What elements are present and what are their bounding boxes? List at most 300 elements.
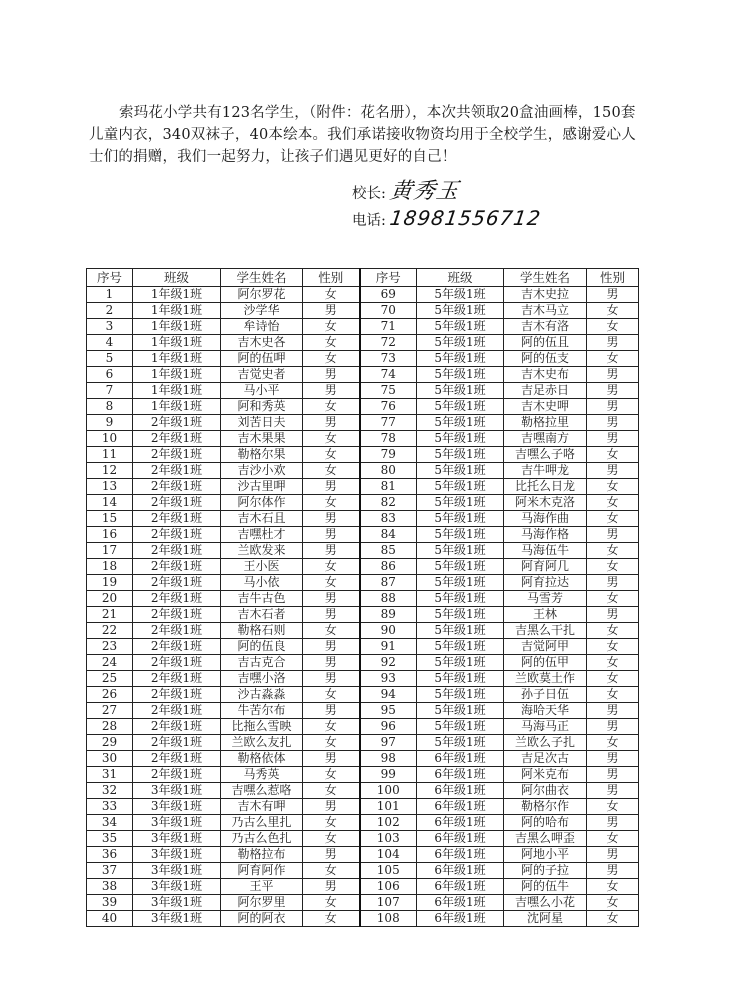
class-cell: 5年级1班 xyxy=(417,351,504,367)
gender-cell: 男 xyxy=(303,367,360,383)
seq-cell: 39 xyxy=(87,895,133,911)
class-cell: 5年级1班 xyxy=(417,559,504,575)
seq-cell: 73 xyxy=(360,351,417,367)
class-cell: 2年级1班 xyxy=(133,463,221,479)
student-name-cell: 比拖么雪映 xyxy=(221,719,303,735)
gender-cell: 女 xyxy=(303,895,360,911)
class-cell: 5年级1班 xyxy=(417,719,504,735)
seq-cell: 29 xyxy=(87,735,133,751)
table-row xyxy=(87,623,639,639)
student-name-cell: 兰欧么友扎 xyxy=(221,735,303,751)
seq-cell: 33 xyxy=(87,799,133,815)
seq-cell: 102 xyxy=(360,815,417,831)
gender-cell: 男 xyxy=(587,767,639,783)
seq-cell: 38 xyxy=(87,879,133,895)
table-row xyxy=(87,655,639,671)
class-cell: 5年级1班 xyxy=(417,591,504,607)
student-name-cell: 阿的哈布 xyxy=(504,815,587,831)
seq-cell: 88 xyxy=(360,591,417,607)
seq-cell: 5 xyxy=(87,351,133,367)
student-name-cell: 阿的伍支 xyxy=(504,351,587,367)
class-cell: 5年级1班 xyxy=(417,671,504,687)
seq-cell: 10 xyxy=(87,431,133,447)
class-cell: 5年级1班 xyxy=(417,655,504,671)
gender-cell: 男 xyxy=(303,479,360,495)
student-name-cell: 海哈天华 xyxy=(504,703,587,719)
class-cell: 5年级1班 xyxy=(417,639,504,655)
class-cell: 5年级1班 xyxy=(417,735,504,751)
student-name-cell: 阿的伍呷 xyxy=(221,351,303,367)
student-name-cell: 勒格尔果 xyxy=(221,447,303,463)
student-name-cell: 吉嘿小洛 xyxy=(221,671,303,687)
table-row xyxy=(87,911,639,927)
class-cell: 5年级1班 xyxy=(417,367,504,383)
table-row xyxy=(87,351,639,367)
seq-cell: 16 xyxy=(87,527,133,543)
principal-label: 校长: xyxy=(352,186,386,202)
class-cell: 2年级1班 xyxy=(133,735,221,751)
gender-cell: 男 xyxy=(587,431,639,447)
seq-cell: 96 xyxy=(360,719,417,735)
gender-cell: 男 xyxy=(303,639,360,655)
table-row xyxy=(87,719,639,735)
gender-cell: 男 xyxy=(587,703,639,719)
seq-cell: 17 xyxy=(87,543,133,559)
class-cell: 3年级1班 xyxy=(133,799,221,815)
seq-cell: 105 xyxy=(360,863,417,879)
seq-cell: 76 xyxy=(360,399,417,415)
class-cell: 3年级1班 xyxy=(133,815,221,831)
table-row xyxy=(87,335,639,351)
class-cell: 1年级1班 xyxy=(133,383,221,399)
table-row xyxy=(87,319,639,335)
student-name-cell: 沈阿星 xyxy=(504,911,587,927)
header-class-2: 班级 xyxy=(417,269,504,287)
class-cell: 5年级1班 xyxy=(417,623,504,639)
student-name-cell: 阿尔罗里 xyxy=(221,895,303,911)
seq-cell: 69 xyxy=(360,287,417,303)
student-name-cell: 孙子日伍 xyxy=(504,687,587,703)
gender-cell: 男 xyxy=(303,415,360,431)
class-cell: 2年级1班 xyxy=(133,719,221,735)
seq-cell: 108 xyxy=(360,911,417,927)
student-name-cell: 吉木石者 xyxy=(221,607,303,623)
class-cell: 5年级1班 xyxy=(417,543,504,559)
table-row xyxy=(87,687,639,703)
seq-cell: 22 xyxy=(87,623,133,639)
class-cell: 3年级1班 xyxy=(133,863,221,879)
seq-cell: 28 xyxy=(87,719,133,735)
seq-cell: 97 xyxy=(360,735,417,751)
student-name-cell: 勒格拉布 xyxy=(221,847,303,863)
class-cell: 5年级1班 xyxy=(417,287,504,303)
table-row xyxy=(87,463,639,479)
student-name-cell: 牛苦尔布 xyxy=(221,703,303,719)
table-row xyxy=(87,559,639,575)
student-name-cell: 阿地小平 xyxy=(504,847,587,863)
seq-cell: 35 xyxy=(87,831,133,847)
class-cell: 6年级1班 xyxy=(417,767,504,783)
student-name-cell: 阿育阿作 xyxy=(221,863,303,879)
gender-cell: 男 xyxy=(303,543,360,559)
student-name-cell: 阿尔体作 xyxy=(221,495,303,511)
class-cell: 5年级1班 xyxy=(417,479,504,495)
table-row xyxy=(87,863,639,879)
header-seq-2: 序号 xyxy=(360,269,417,287)
table-row xyxy=(87,399,639,415)
gender-cell: 男 xyxy=(303,303,360,319)
seq-cell: 100 xyxy=(360,783,417,799)
student-name-cell: 吉木有呷 xyxy=(221,799,303,815)
student-name-cell: 勒格尔作 xyxy=(504,799,587,815)
seq-cell: 26 xyxy=(87,687,133,703)
gender-cell: 男 xyxy=(587,607,639,623)
class-cell: 2年级1班 xyxy=(133,495,221,511)
class-cell: 2年级1班 xyxy=(133,447,221,463)
student-name-cell: 乃古么里扎 xyxy=(221,815,303,831)
seq-cell: 7 xyxy=(87,383,133,399)
seq-cell: 2 xyxy=(87,303,133,319)
gender-cell: 男 xyxy=(303,799,360,815)
gender-cell: 女 xyxy=(587,799,639,815)
class-cell: 6年级1班 xyxy=(417,783,504,799)
class-cell: 5年级1班 xyxy=(417,687,504,703)
student-name-cell: 阿的阿衣 xyxy=(221,911,303,927)
student-name-cell: 牟诗怡 xyxy=(221,319,303,335)
table-row xyxy=(87,383,639,399)
class-cell: 5年级1班 xyxy=(417,703,504,719)
gender-cell: 女 xyxy=(303,431,360,447)
class-cell: 5年级1班 xyxy=(417,495,504,511)
seq-cell: 3 xyxy=(87,319,133,335)
seq-cell: 34 xyxy=(87,815,133,831)
student-name-cell: 吉木有洛 xyxy=(504,319,587,335)
student-name-cell: 阿的子拉 xyxy=(504,863,587,879)
seq-cell: 27 xyxy=(87,703,133,719)
gender-cell: 女 xyxy=(303,687,360,703)
student-name-cell: 吉木史呷 xyxy=(504,399,587,415)
student-name-cell: 兰欧发来 xyxy=(221,543,303,559)
class-cell: 2年级1班 xyxy=(133,575,221,591)
gender-cell: 女 xyxy=(587,623,639,639)
class-cell: 1年级1班 xyxy=(133,367,221,383)
student-name-cell: 刘苦日夫 xyxy=(221,415,303,431)
class-cell: 6年级1班 xyxy=(417,863,504,879)
class-cell: 5年级1班 xyxy=(417,527,504,543)
donation-letter xyxy=(89,102,649,168)
table-row xyxy=(87,639,639,655)
student-name-cell: 吉嘿南方 xyxy=(504,431,587,447)
class-cell: 3年级1班 xyxy=(133,879,221,895)
table-row xyxy=(87,735,639,751)
gender-cell: 男 xyxy=(303,527,360,543)
student-name-cell: 阿的伍甲 xyxy=(504,655,587,671)
phone-row xyxy=(352,206,541,232)
table-row xyxy=(87,479,639,495)
class-cell: 2年级1班 xyxy=(133,623,221,639)
seq-cell: 20 xyxy=(87,591,133,607)
student-name-cell: 阿米克布 xyxy=(504,767,587,783)
seq-cell: 40 xyxy=(87,911,133,927)
class-cell: 3年级1班 xyxy=(133,847,221,863)
class-cell: 2年级1班 xyxy=(133,559,221,575)
seq-cell: 32 xyxy=(87,783,133,799)
student-name-cell: 阿的伍牛 xyxy=(504,879,587,895)
seq-cell: 78 xyxy=(360,431,417,447)
gender-cell: 女 xyxy=(587,895,639,911)
seq-cell: 36 xyxy=(87,847,133,863)
seq-cell: 85 xyxy=(360,543,417,559)
seq-cell: 6 xyxy=(87,367,133,383)
seq-cell: 91 xyxy=(360,639,417,655)
seq-cell: 92 xyxy=(360,655,417,671)
class-cell: 6年级1班 xyxy=(417,847,504,863)
seq-cell: 23 xyxy=(87,639,133,655)
header-name: 学生姓名 xyxy=(221,269,303,287)
class-cell: 6年级1班 xyxy=(417,911,504,927)
seq-cell: 13 xyxy=(87,479,133,495)
table-row xyxy=(87,415,639,431)
gender-cell: 男 xyxy=(587,287,639,303)
gender-cell: 女 xyxy=(587,831,639,847)
student-name-cell: 马小平 xyxy=(221,383,303,399)
gender-cell: 男 xyxy=(587,863,639,879)
phone-value: 18981556712 xyxy=(388,206,543,230)
table-row xyxy=(87,895,639,911)
gender-cell: 男 xyxy=(587,847,639,863)
class-cell: 2年级1班 xyxy=(133,511,221,527)
student-name-cell: 比托么日龙 xyxy=(504,479,587,495)
class-cell: 6年级1班 xyxy=(417,831,504,847)
phone-label: 电话: xyxy=(352,213,386,229)
gender-cell: 男 xyxy=(587,463,639,479)
student-name-cell: 沙古淼淼 xyxy=(221,687,303,703)
student-name-cell: 吉觉史者 xyxy=(221,367,303,383)
student-name-cell: 沙古里呷 xyxy=(221,479,303,495)
student-name-cell: 吉木马立 xyxy=(504,303,587,319)
seq-cell: 81 xyxy=(360,479,417,495)
gender-cell: 女 xyxy=(303,831,360,847)
student-name-cell: 兰欧么子扎 xyxy=(504,735,587,751)
student-name-cell: 吉木史各 xyxy=(221,335,303,351)
table-row xyxy=(87,511,639,527)
table-row xyxy=(87,527,639,543)
seq-cell: 11 xyxy=(87,447,133,463)
table-row xyxy=(87,367,639,383)
student-name-cell: 吉嘿么子咯 xyxy=(504,447,587,463)
student-name-cell: 阿和秀英 xyxy=(221,399,303,415)
table-row xyxy=(87,303,639,319)
seq-cell: 72 xyxy=(360,335,417,351)
gender-cell: 女 xyxy=(587,495,639,511)
gender-cell: 女 xyxy=(587,303,639,319)
class-cell: 2年级1班 xyxy=(133,687,221,703)
class-cell: 6年级1班 xyxy=(417,751,504,767)
table-row xyxy=(87,831,639,847)
gender-cell: 女 xyxy=(587,319,639,335)
class-cell: 6年级1班 xyxy=(417,815,504,831)
student-name-cell: 吉古克合 xyxy=(221,655,303,671)
principal-row xyxy=(352,180,541,206)
seq-cell: 9 xyxy=(87,415,133,431)
seq-cell: 71 xyxy=(360,319,417,335)
seq-cell: 70 xyxy=(360,303,417,319)
seq-cell: 82 xyxy=(360,495,417,511)
gender-cell: 女 xyxy=(303,863,360,879)
gender-cell: 男 xyxy=(303,671,360,687)
student-name-cell: 王小医 xyxy=(221,559,303,575)
table-row xyxy=(87,431,639,447)
gender-cell: 女 xyxy=(587,351,639,367)
class-cell: 2年级1班 xyxy=(133,703,221,719)
gender-cell: 女 xyxy=(303,463,360,479)
student-name-cell: 吉嘿么惹咯 xyxy=(221,783,303,799)
student-name-cell: 吉黑么干扎 xyxy=(504,623,587,639)
gender-cell: 女 xyxy=(303,815,360,831)
student-name-cell: 乃古么色扎 xyxy=(221,831,303,847)
header-name-2: 学生姓名 xyxy=(504,269,587,287)
gender-cell: 女 xyxy=(303,911,360,927)
class-cell: 5年级1班 xyxy=(417,431,504,447)
seq-cell: 25 xyxy=(87,671,133,687)
class-cell: 5年级1班 xyxy=(417,575,504,591)
student-name-cell: 王平 xyxy=(221,879,303,895)
gender-cell: 女 xyxy=(587,911,639,927)
gender-cell: 女 xyxy=(587,543,639,559)
seq-cell: 83 xyxy=(360,511,417,527)
class-cell: 2年级1班 xyxy=(133,431,221,447)
student-name-cell: 马海伍牛 xyxy=(504,543,587,559)
seq-cell: 8 xyxy=(87,399,133,415)
gender-cell: 男 xyxy=(587,527,639,543)
seq-cell: 87 xyxy=(360,575,417,591)
table-row xyxy=(87,879,639,895)
seq-cell: 99 xyxy=(360,767,417,783)
class-cell: 1年级1班 xyxy=(133,399,221,415)
student-name-cell: 勒格拉里 xyxy=(504,415,587,431)
student-name-cell: 马秀英 xyxy=(221,767,303,783)
class-cell: 3年级1班 xyxy=(133,783,221,799)
student-name-cell: 吉沙小欢 xyxy=(221,463,303,479)
seq-cell: 79 xyxy=(360,447,417,463)
gender-cell: 女 xyxy=(587,655,639,671)
gender-cell: 男 xyxy=(303,383,360,399)
seq-cell: 14 xyxy=(87,495,133,511)
class-cell: 5年级1班 xyxy=(417,335,504,351)
table-row xyxy=(87,543,639,559)
gender-cell: 男 xyxy=(587,415,639,431)
class-cell: 2年级1班 xyxy=(133,591,221,607)
gender-cell: 男 xyxy=(303,591,360,607)
student-name-cell: 阿米木克洛 xyxy=(504,495,587,511)
class-cell: 1年级1班 xyxy=(133,351,221,367)
class-cell: 1年级1班 xyxy=(133,287,221,303)
student-name-cell: 吉木石且 xyxy=(221,511,303,527)
student-name-cell: 吉牛呷龙 xyxy=(504,463,587,479)
table-row xyxy=(87,671,639,687)
gender-cell: 男 xyxy=(587,335,639,351)
header-seq: 序号 xyxy=(87,269,133,287)
table-row xyxy=(87,703,639,719)
student-name-cell: 吉嘿杜才 xyxy=(221,527,303,543)
gender-cell: 男 xyxy=(303,511,360,527)
student-name-cell: 勒格依体 xyxy=(221,751,303,767)
gender-cell: 男 xyxy=(303,607,360,623)
seq-cell: 90 xyxy=(360,623,417,639)
gender-cell: 女 xyxy=(303,319,360,335)
seq-cell: 75 xyxy=(360,383,417,399)
class-cell: 3年级1班 xyxy=(133,831,221,847)
principal-signature: 黄秀玉 xyxy=(388,179,461,204)
gender-cell: 男 xyxy=(587,575,639,591)
student-name-cell: 吉嘿么小花 xyxy=(504,895,587,911)
table-body xyxy=(87,287,639,927)
table-header-row xyxy=(87,269,639,287)
class-cell: 5年级1班 xyxy=(417,607,504,623)
gender-cell: 女 xyxy=(587,511,639,527)
gender-cell: 女 xyxy=(303,719,360,735)
student-name-cell: 马小依 xyxy=(221,575,303,591)
class-cell: 5年级1班 xyxy=(417,383,504,399)
class-cell: 2年级1班 xyxy=(133,415,221,431)
gender-cell: 女 xyxy=(303,399,360,415)
table-row xyxy=(87,447,639,463)
gender-cell: 男 xyxy=(303,655,360,671)
table-row xyxy=(87,815,639,831)
gender-cell: 男 xyxy=(303,847,360,863)
seq-cell: 86 xyxy=(360,559,417,575)
student-roster-table xyxy=(86,268,639,927)
header-gender-2: 性别 xyxy=(587,269,639,287)
seq-cell: 98 xyxy=(360,751,417,767)
class-cell: 1年级1班 xyxy=(133,303,221,319)
gender-cell: 女 xyxy=(303,351,360,367)
student-name-cell: 吉木史布 xyxy=(504,367,587,383)
class-cell: 5年级1班 xyxy=(417,463,504,479)
student-name-cell: 阿育阿几 xyxy=(504,559,587,575)
class-cell: 2年级1班 xyxy=(133,655,221,671)
student-name-cell: 阿的伍良 xyxy=(221,639,303,655)
class-cell: 5年级1班 xyxy=(417,319,504,335)
gender-cell: 女 xyxy=(587,735,639,751)
seq-cell: 15 xyxy=(87,511,133,527)
class-cell: 5年级1班 xyxy=(417,303,504,319)
student-name-cell: 阿尔罗花 xyxy=(221,287,303,303)
seq-cell: 94 xyxy=(360,687,417,703)
class-cell: 5年级1班 xyxy=(417,447,504,463)
gender-cell: 女 xyxy=(587,447,639,463)
seq-cell: 21 xyxy=(87,607,133,623)
class-cell: 2年级1班 xyxy=(133,751,221,767)
student-name-cell: 马海作曲 xyxy=(504,511,587,527)
student-name-cell: 阿育拉达 xyxy=(504,575,587,591)
seq-cell: 74 xyxy=(360,367,417,383)
table-row xyxy=(87,575,639,591)
gender-cell: 男 xyxy=(587,815,639,831)
table-row xyxy=(87,847,639,863)
class-cell: 3年级1班 xyxy=(133,911,221,927)
table-row xyxy=(87,767,639,783)
gender-cell: 女 xyxy=(303,447,360,463)
gender-cell: 男 xyxy=(587,367,639,383)
student-name-cell: 马海马正 xyxy=(504,719,587,735)
seq-cell: 4 xyxy=(87,335,133,351)
gender-cell: 女 xyxy=(587,479,639,495)
seq-cell: 95 xyxy=(360,703,417,719)
student-name-cell: 沙学华 xyxy=(221,303,303,319)
student-name-cell: 马海作格 xyxy=(504,527,587,543)
gender-cell: 男 xyxy=(303,751,360,767)
